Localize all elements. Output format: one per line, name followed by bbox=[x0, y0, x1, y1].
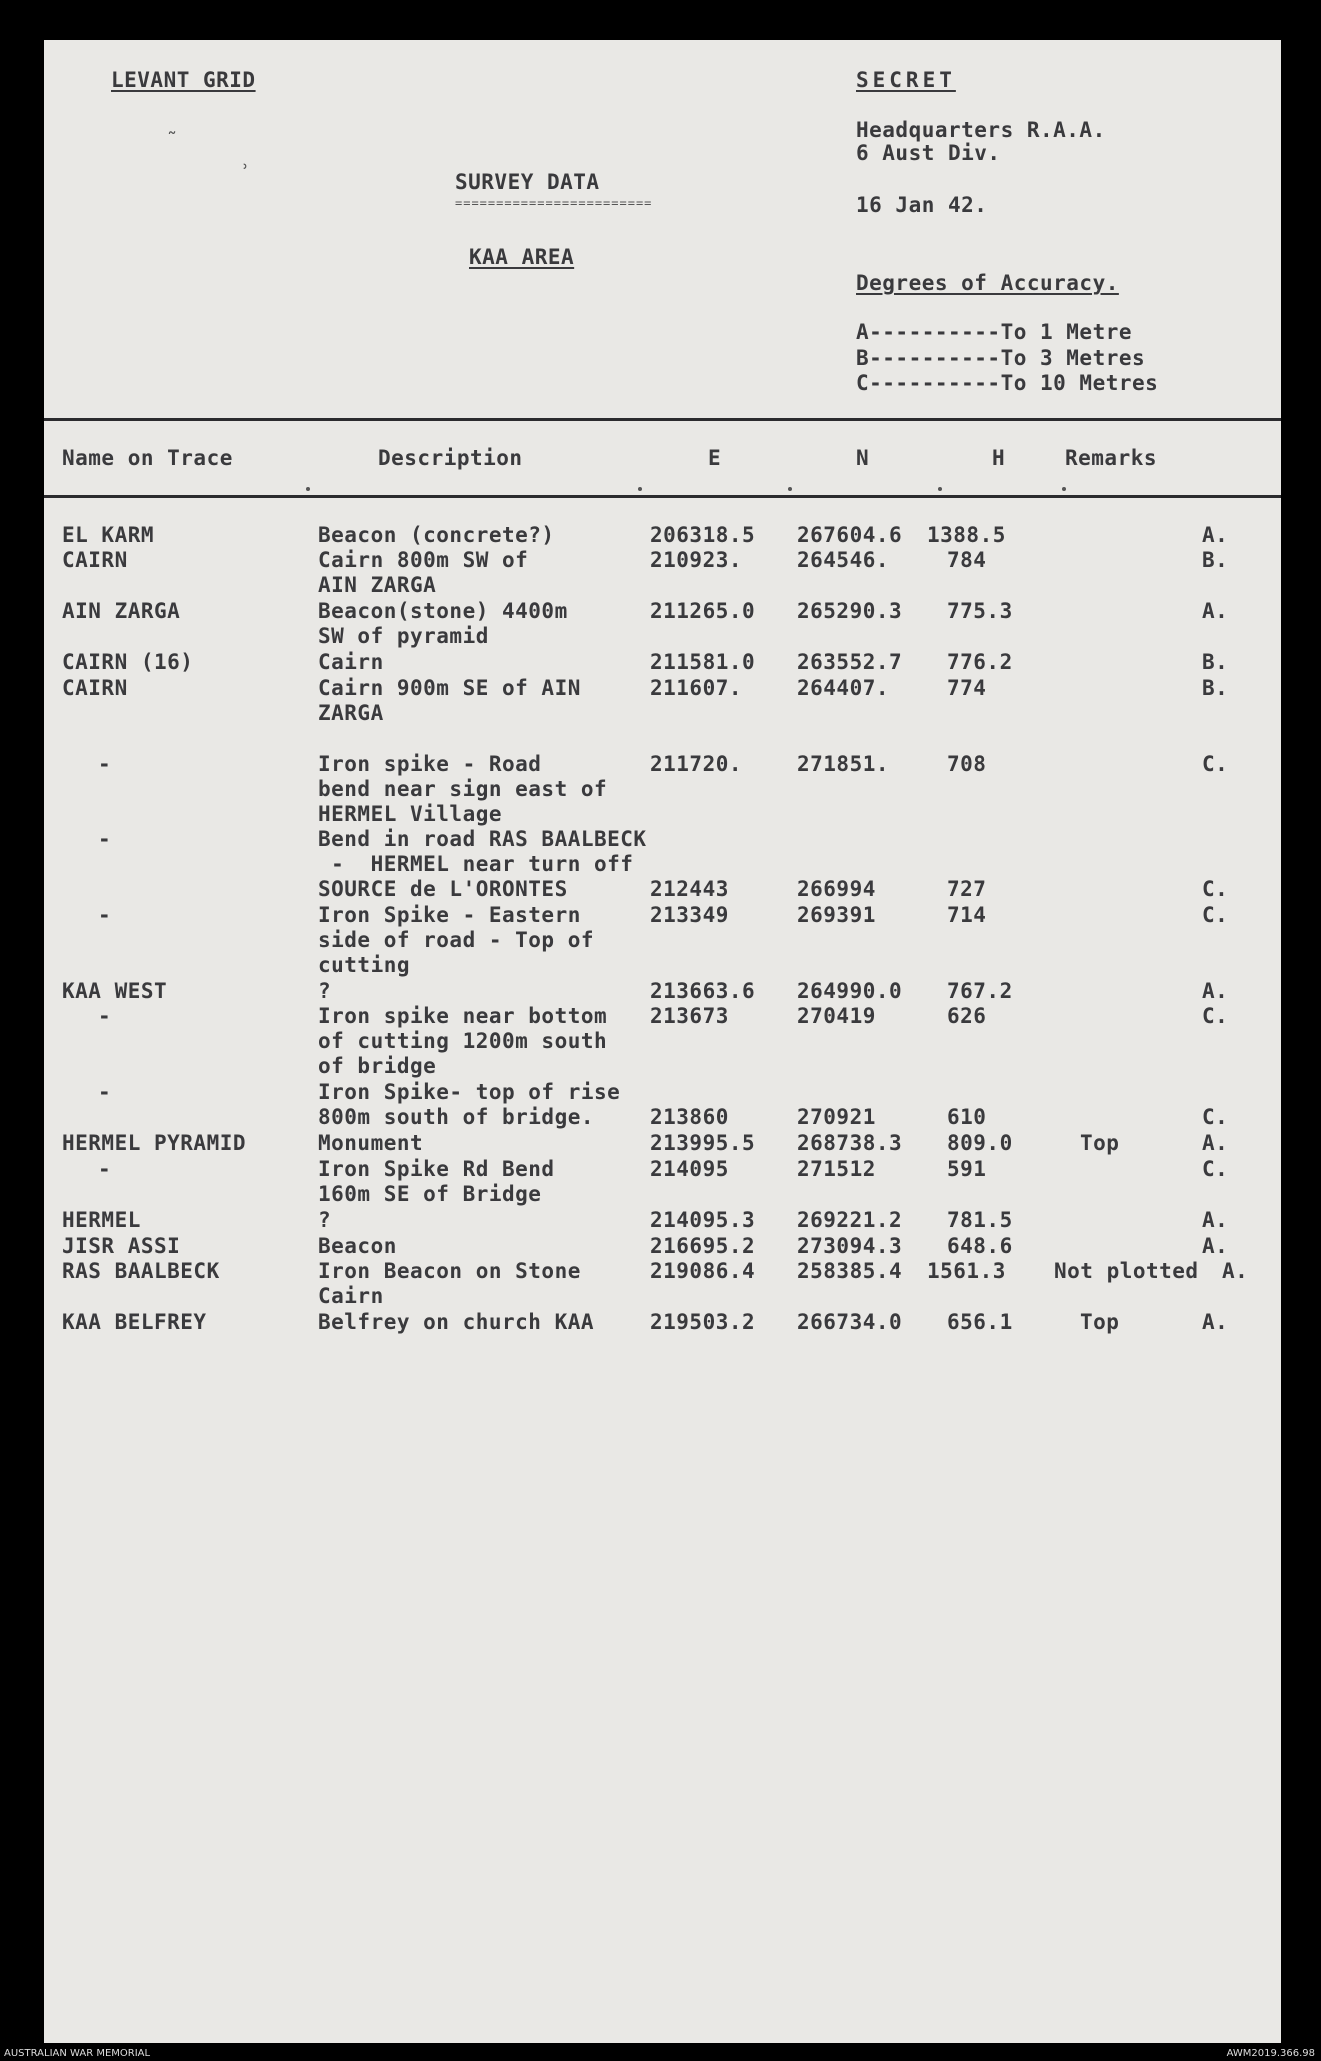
row-northing: 268738.3 bbox=[797, 1131, 903, 1155]
row-height: 610 bbox=[947, 1105, 987, 1129]
row-accuracy-grade: A. bbox=[1202, 1131, 1229, 1155]
row-description-line: Beacon (concrete?) bbox=[318, 523, 555, 547]
column-tick bbox=[788, 487, 792, 491]
row-northing: 269391 bbox=[797, 903, 876, 927]
row-description-line: Iron spike near bottom bbox=[318, 1004, 608, 1028]
row-description-line: SOURCE de L'ORONTES bbox=[318, 877, 568, 901]
row-name: CAIRN (16) bbox=[62, 650, 194, 674]
row-description-line: Iron Spike - Eastern bbox=[318, 903, 581, 927]
row-description-line: - HERMEL near turn off bbox=[318, 852, 634, 876]
row-height: 1388.5 bbox=[927, 523, 1006, 547]
column-header-name: Name on Trace bbox=[62, 446, 233, 470]
row-northing: 266734.0 bbox=[797, 1310, 903, 1334]
row-northing: 270921 bbox=[797, 1105, 876, 1129]
row-description-line: Beacon bbox=[318, 1234, 397, 1258]
row-description-line: Iron spike - Road bbox=[318, 752, 542, 776]
row-northing: 271512 bbox=[797, 1157, 876, 1181]
row-height: 784 bbox=[947, 548, 987, 572]
row-accuracy-grade: A. bbox=[1202, 523, 1229, 547]
row-northing: 266994 bbox=[797, 877, 876, 901]
row-accuracy-grade: C. bbox=[1202, 903, 1229, 927]
row-northing: 267604.6 bbox=[797, 523, 903, 547]
hq-line-2: 6 Aust Div. bbox=[856, 141, 1001, 165]
column-tick bbox=[938, 487, 942, 491]
row-description-line: HERMEL Village bbox=[318, 802, 503, 826]
column-header-remarks: Remarks bbox=[1065, 446, 1158, 470]
column-tick bbox=[306, 487, 310, 491]
row-remarks: Top bbox=[1080, 1310, 1120, 1334]
row-description-line: Bend in road RAS BAALBECK bbox=[318, 827, 647, 851]
row-accuracy-grade: A. bbox=[1202, 1208, 1229, 1232]
row-name: HERMEL bbox=[62, 1208, 141, 1232]
row-description-line: ZARGA bbox=[318, 701, 384, 725]
row-height: 1561.3 bbox=[927, 1259, 1006, 1283]
row-easting: 212443 bbox=[650, 877, 729, 901]
row-accuracy-grade: B. bbox=[1202, 548, 1229, 572]
row-description-line: 800m south of bridge. bbox=[318, 1105, 595, 1129]
row-northing: 264407. bbox=[797, 676, 890, 700]
column-header-description: Description bbox=[378, 446, 523, 470]
row-accuracy-grade: A. bbox=[1222, 1259, 1249, 1283]
column-header-e: E bbox=[708, 446, 722, 470]
column-tick bbox=[638, 487, 642, 491]
row-name: KAA WEST bbox=[62, 979, 168, 1003]
row-height: 656.1 bbox=[947, 1310, 1013, 1334]
row-height: 781.5 bbox=[947, 1208, 1013, 1232]
row-name: AIN ZARGA bbox=[62, 599, 181, 623]
document-page bbox=[44, 40, 1281, 2043]
row-accuracy-grade: B. bbox=[1202, 676, 1229, 700]
row-name: - bbox=[98, 752, 112, 776]
row-description-line: Iron Spike Rd Bend bbox=[318, 1157, 555, 1181]
row-northing: 271851. bbox=[797, 752, 890, 776]
row-accuracy-grade: C. bbox=[1202, 877, 1229, 901]
row-easting: 213673 bbox=[650, 1004, 729, 1028]
row-name: - bbox=[98, 1080, 112, 1104]
accuracy-line-a: A----------To 1 Metre bbox=[856, 320, 1133, 344]
row-northing: 273094.3 bbox=[797, 1234, 903, 1258]
row-accuracy-grade: C. bbox=[1202, 1105, 1229, 1129]
row-height: 714 bbox=[947, 903, 987, 927]
row-easting: 211581.0 bbox=[650, 650, 756, 674]
row-description-line: Cairn 900m SE of AIN bbox=[318, 676, 581, 700]
footer-institution: AUSTRALIAN WAR MEMORIAL bbox=[4, 2048, 151, 2059]
row-name: - bbox=[98, 1004, 112, 1028]
row-accuracy-grade: C. bbox=[1202, 752, 1229, 776]
row-accuracy-grade: A. bbox=[1202, 1234, 1229, 1258]
row-height: 648.6 bbox=[947, 1234, 1013, 1258]
row-height: 767.2 bbox=[947, 979, 1013, 1003]
title-underline-rule: ======================== bbox=[455, 196, 653, 210]
accuracy-line-c: C----------To 10 Metres bbox=[856, 371, 1159, 395]
row-northing: 258385.4 bbox=[797, 1259, 903, 1283]
row-northing: 264990.0 bbox=[797, 979, 903, 1003]
row-easting: 211607. bbox=[650, 676, 743, 700]
row-easting: 216695.2 bbox=[650, 1234, 756, 1258]
row-description-line: ? bbox=[318, 979, 332, 1003]
row-name: - bbox=[98, 827, 112, 851]
grid-label: LEVANT GRID bbox=[111, 68, 256, 92]
row-description-line: Iron Spike- top of rise bbox=[318, 1080, 621, 1104]
row-description-line: ? bbox=[318, 1208, 332, 1232]
classification-stamp: SECRET bbox=[856, 68, 956, 92]
row-name: - bbox=[98, 1157, 112, 1181]
row-accuracy-grade: C. bbox=[1202, 1157, 1229, 1181]
row-height: 774 bbox=[947, 676, 987, 700]
accuracy-line-b: B----------To 3 Metres bbox=[856, 346, 1146, 370]
row-height: 727 bbox=[947, 877, 987, 901]
row-description-line: SW of pyramid bbox=[318, 624, 489, 648]
paper-mark: ˜ bbox=[166, 128, 179, 152]
row-easting: 213349 bbox=[650, 903, 729, 927]
row-easting: 211265.0 bbox=[650, 599, 756, 623]
accuracy-title: Degrees of Accuracy. bbox=[856, 271, 1119, 295]
table-top-rule bbox=[44, 418, 1281, 421]
row-northing: 269221.2 bbox=[797, 1208, 903, 1232]
row-name: CAIRN bbox=[62, 676, 128, 700]
row-easting: 219503.2 bbox=[650, 1310, 756, 1334]
row-description-line: of bridge bbox=[318, 1054, 437, 1078]
row-easting: 211720. bbox=[650, 752, 743, 776]
row-description-line: of cutting 1200m south bbox=[318, 1029, 608, 1053]
row-name: RAS BAALBECK bbox=[62, 1259, 220, 1283]
row-name: - bbox=[98, 903, 112, 927]
row-remarks: Top bbox=[1080, 1131, 1120, 1155]
row-name: KAA BELFREY bbox=[62, 1310, 207, 1334]
row-description-line: Cairn bbox=[318, 1284, 384, 1308]
row-easting: 213663.6 bbox=[650, 979, 756, 1003]
row-easting: 210923. bbox=[650, 548, 743, 572]
column-header-h: H bbox=[992, 446, 1006, 470]
document-title: SURVEY DATA bbox=[455, 170, 600, 194]
row-description-line: Cairn bbox=[318, 650, 384, 674]
row-description-line: cutting bbox=[318, 953, 411, 977]
row-height: 708 bbox=[947, 752, 987, 776]
area-title: KAA AREA bbox=[469, 245, 575, 269]
column-header-n: N bbox=[856, 446, 870, 470]
row-description-line: Iron Beacon on Stone bbox=[318, 1259, 581, 1283]
row-name: JISR ASSI bbox=[62, 1234, 181, 1258]
document-date: 16 Jan 42. bbox=[856, 193, 988, 217]
row-easting: 219086.4 bbox=[650, 1259, 756, 1283]
row-height: 626 bbox=[947, 1004, 987, 1028]
row-easting: 214095.3 bbox=[650, 1208, 756, 1232]
row-northing: 265290.3 bbox=[797, 599, 903, 623]
row-accuracy-grade: B. bbox=[1202, 650, 1229, 674]
table-header-rule bbox=[44, 495, 1281, 498]
row-name: EL KARM bbox=[62, 523, 155, 547]
paper-mark: ʾ bbox=[239, 160, 252, 184]
footer-reference: AWM2019.366.98 bbox=[1226, 2048, 1315, 2059]
row-name: CAIRN bbox=[62, 548, 128, 572]
row-accuracy-grade: C. bbox=[1202, 1004, 1229, 1028]
row-northing: 263552.7 bbox=[797, 650, 903, 674]
row-description-line: side of road - Top of bbox=[318, 928, 595, 952]
row-description-line: Belfrey on church KAA bbox=[318, 1310, 595, 1334]
row-easting: 213995.5 bbox=[650, 1131, 756, 1155]
row-height: 775.3 bbox=[947, 599, 1013, 623]
column-tick bbox=[1062, 487, 1066, 491]
row-remarks: Not plotted bbox=[1054, 1259, 1199, 1283]
row-description-line: AIN ZARGA bbox=[318, 573, 437, 597]
row-description-line: Cairn 800m SW of bbox=[318, 548, 529, 572]
row-name: HERMEL PYRAMID bbox=[62, 1131, 247, 1155]
row-northing: 264546. bbox=[797, 548, 890, 572]
row-description-line: Beacon(stone) 4400m bbox=[318, 599, 568, 623]
row-description-line: bend near sign east of bbox=[318, 777, 608, 801]
row-height: 809.0 bbox=[947, 1131, 1013, 1155]
row-easting: 206318.5 bbox=[650, 523, 756, 547]
row-accuracy-grade: A. bbox=[1202, 599, 1229, 623]
hq-line-1: Headquarters R.A.A. bbox=[856, 118, 1106, 142]
row-height: 591 bbox=[947, 1157, 987, 1181]
row-accuracy-grade: A. bbox=[1202, 979, 1229, 1003]
row-easting: 213860 bbox=[650, 1105, 729, 1129]
row-accuracy-grade: A. bbox=[1202, 1310, 1229, 1334]
row-height: 776.2 bbox=[947, 650, 1013, 674]
row-description-line: 160m SE of Bridge bbox=[318, 1182, 542, 1206]
row-description-line: Monument bbox=[318, 1131, 424, 1155]
row-easting: 214095 bbox=[650, 1157, 729, 1181]
row-northing: 270419 bbox=[797, 1004, 876, 1028]
